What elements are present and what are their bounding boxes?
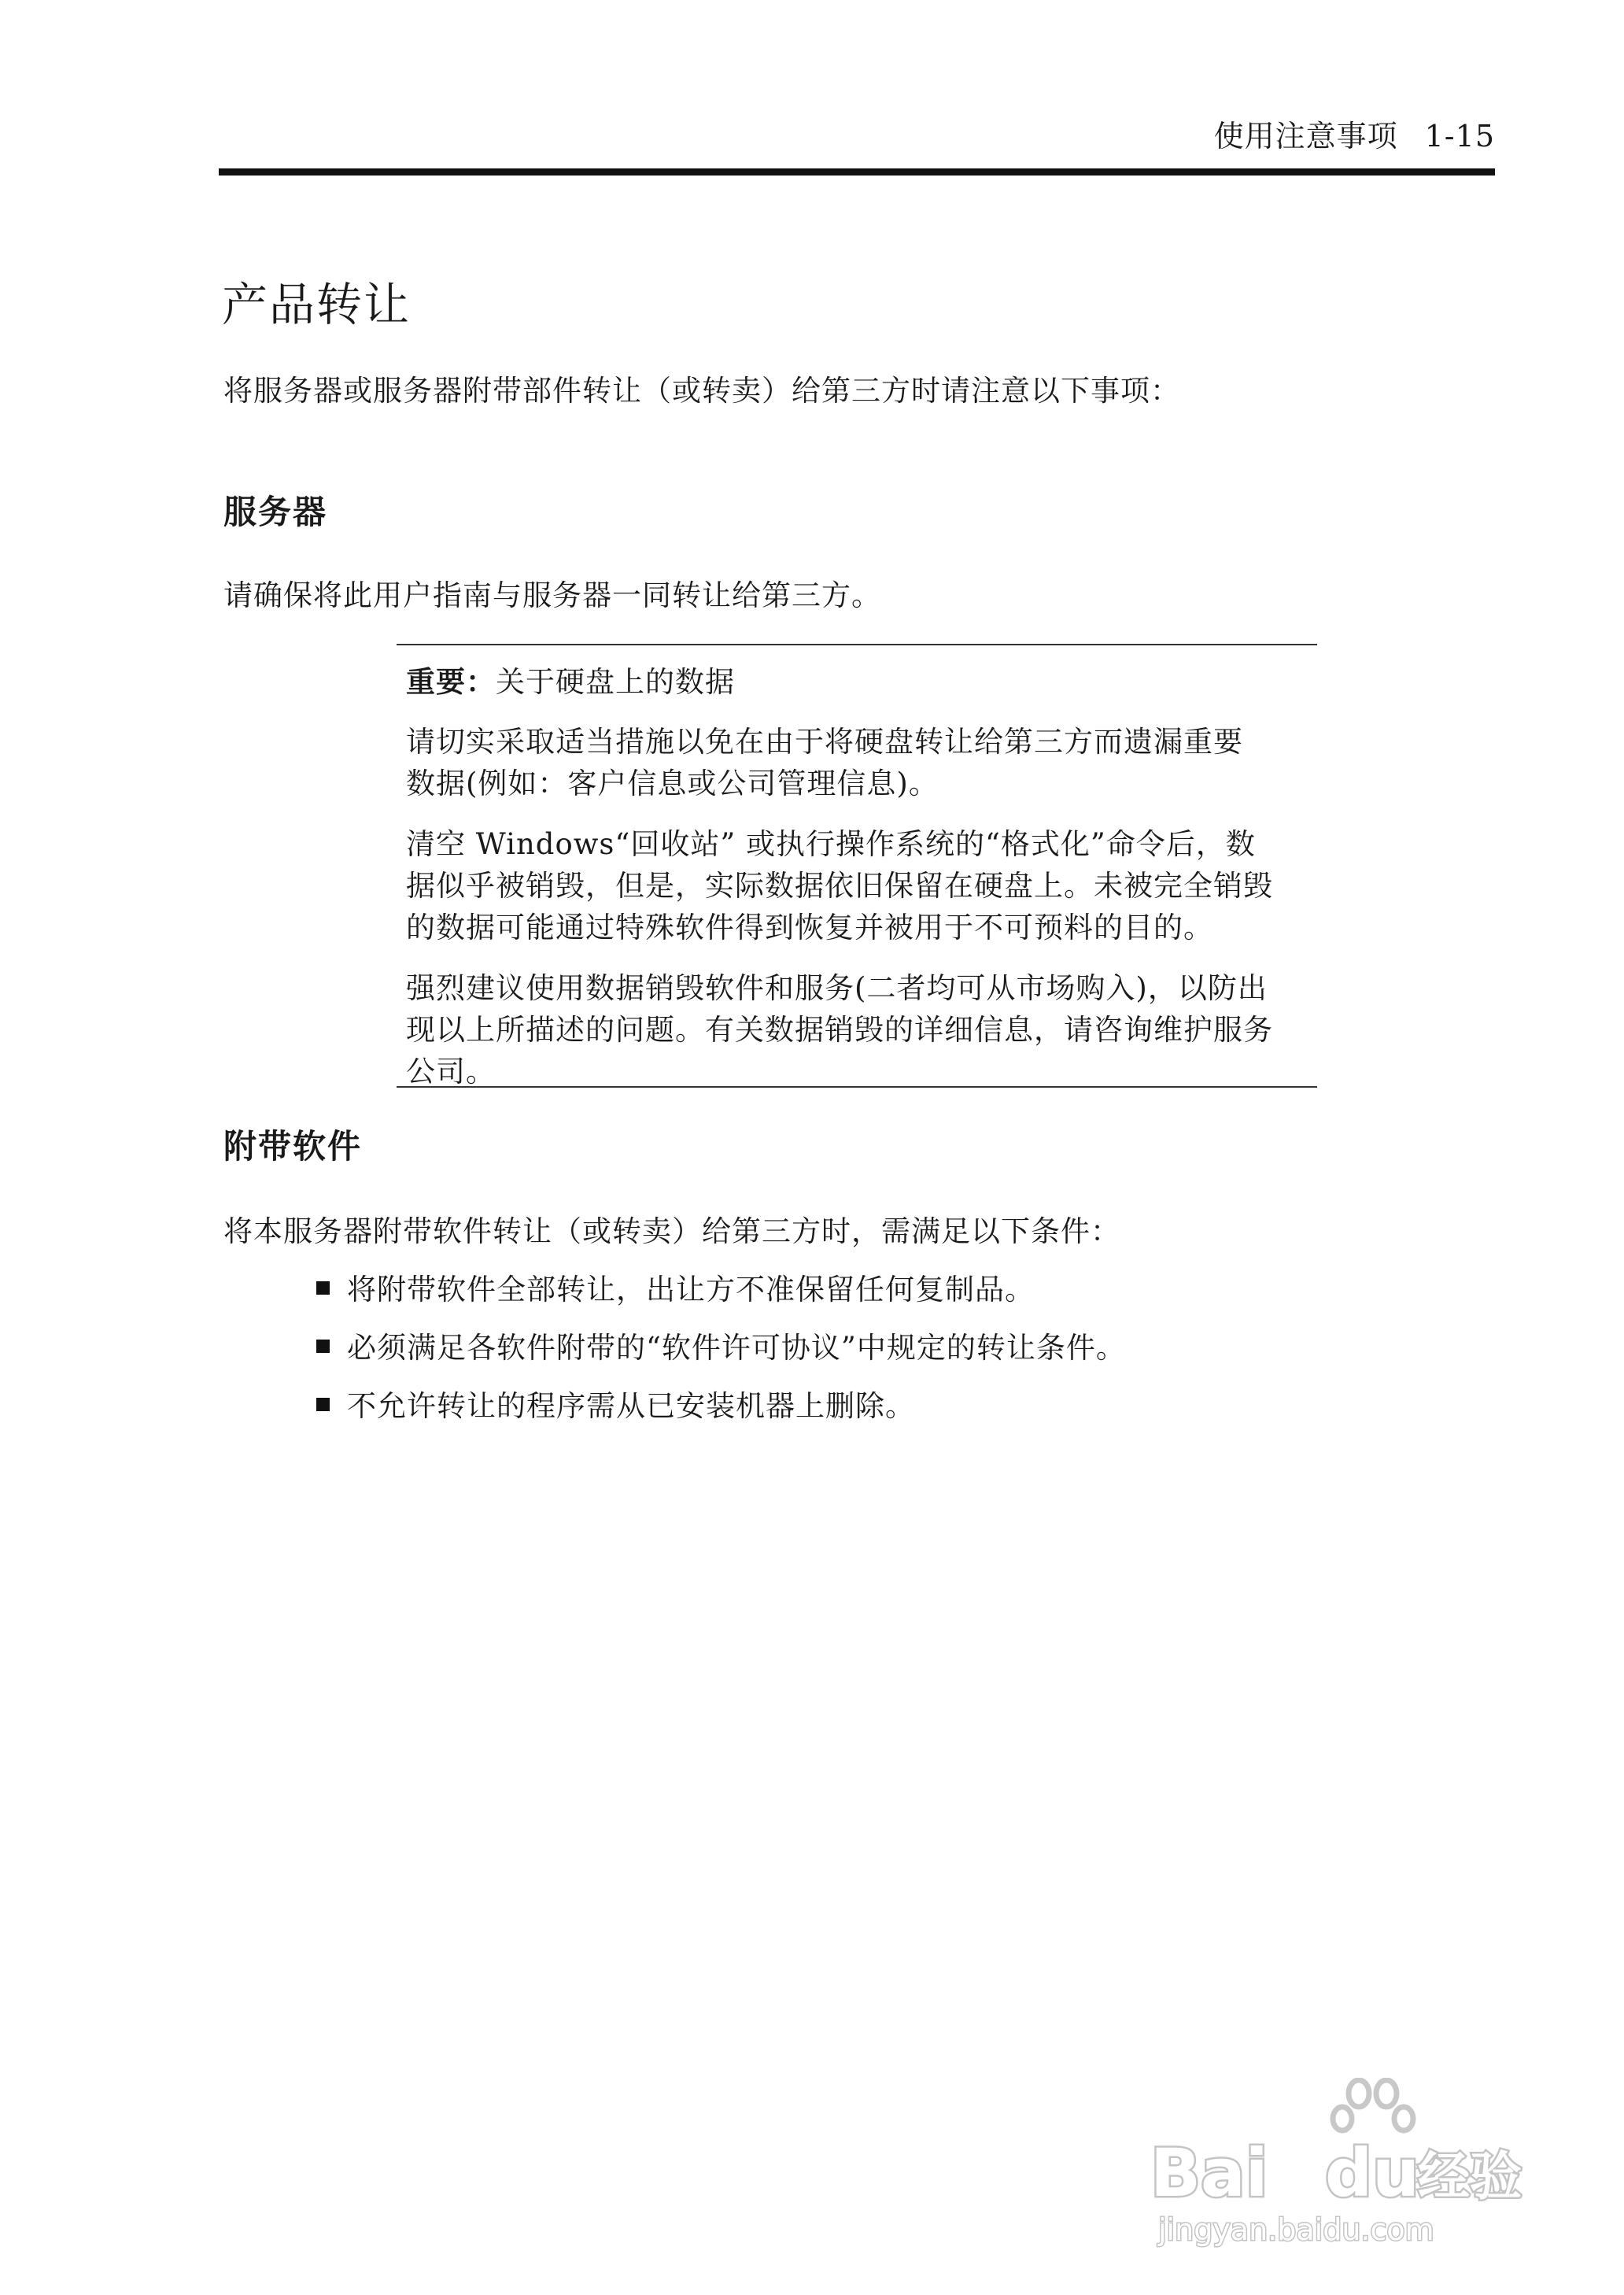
- note-line: 现以上所描述的问题。有关数据销毁的详细信息，请咨询维护服务: [406, 1013, 1273, 1047]
- page-title: 产品转让: [222, 278, 412, 331]
- paw-toe-icon: [1349, 2080, 1369, 2107]
- note-line: 据似乎被销毁，但是，实际数据依旧保留在硬盘上。未被完全销毁: [406, 869, 1273, 903]
- software-heading: 附带软件: [223, 1127, 363, 1166]
- note-line: 清空 Windows“回收站” 或执行操作系统的“格式化”命令后，数: [406, 827, 1256, 861]
- note-heading: 关于硬盘上的数据: [496, 665, 735, 699]
- note-line: 强烈建议使用数据销毁软件和服务(二者均可从市场购入)，以防出: [406, 971, 1268, 1005]
- important-note-box: [397, 644, 1317, 1088]
- note-label: 重要：: [406, 665, 496, 699]
- square-bullet-icon: [316, 1281, 330, 1295]
- header-page-number: 1-15: [1424, 119, 1495, 153]
- baidu-jingyan-watermark: [1150, 2078, 1528, 2251]
- header-rule: [219, 168, 1495, 176]
- note-line: 公司。: [406, 1055, 496, 1088]
- paw-toe-icon: [1333, 2107, 1352, 2131]
- list-item-text: 将附带软件全部转让，出让方不准保留任何复制品。: [347, 1273, 1035, 1306]
- list-item-text: 不允许转让的程序需从已安装机器上删除。: [347, 1389, 915, 1423]
- note-line: 数据(例如：客户信息或公司管理信息)。: [406, 767, 939, 800]
- square-bullet-icon: [316, 1398, 330, 1411]
- note-line: 的数据可能通过特殊软件得到恢复并被用于不可预料的目的。: [406, 911, 1213, 944]
- server-paragraph: 请确保将此用户指南与服务器一同转让给第三方。: [223, 578, 881, 612]
- watermark-brand-text: Bai: [1150, 2134, 1268, 2212]
- list-item: [316, 1382, 915, 1425]
- watermark-url-text: jingyan.baidu.com: [1158, 2212, 1434, 2247]
- software-paragraph: 将本服务器附带软件转让（或转卖）给第三方时，需满足以下条件：: [223, 1214, 1120, 1248]
- server-heading: 服务器: [223, 493, 328, 531]
- paw-toe-icon: [1376, 2080, 1397, 2107]
- list-item-text: 必须满足各软件附带的“软件许可协议”中规定的转让条件。: [347, 1331, 1126, 1365]
- watermark-brand-text: du: [1325, 2134, 1419, 2212]
- running-header: [1214, 112, 1495, 155]
- note-line: 请切实采取适当措施以免在由于将硬盘转让给第三方而遗漏重要: [406, 725, 1243, 759]
- list-item: [316, 1324, 1126, 1366]
- note-title: [406, 658, 735, 700]
- header-section-title: 使用注意事项: [1213, 119, 1398, 153]
- square-bullet-icon: [316, 1340, 330, 1353]
- intro-paragraph: 将服务器或服务器附带部件转让（或转卖）给第三方时请注意以下事项：: [223, 374, 1180, 408]
- watermark-brand-text: 经验: [1418, 2146, 1522, 2207]
- list-item: [316, 1266, 1035, 1308]
- paw-toe-icon: [1394, 2107, 1413, 2131]
